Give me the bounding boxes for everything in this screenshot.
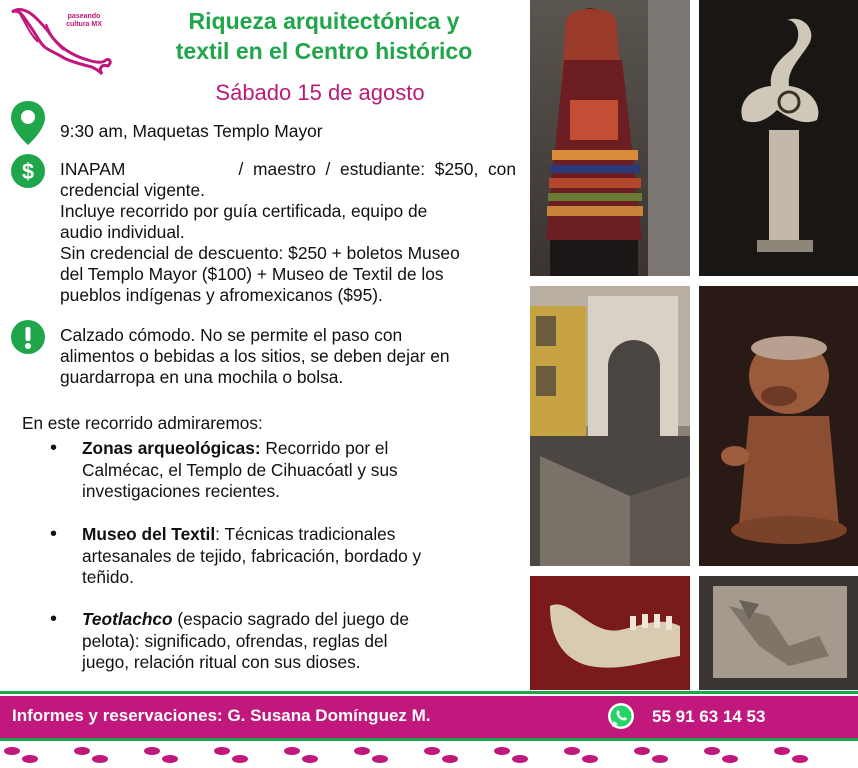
meeting-location: 9:30 am, Maquetas Templo Mayor: [60, 121, 323, 141]
location-pin-icon: [11, 101, 45, 145]
bullet-marker: •: [50, 523, 58, 545]
footprint-icon: [284, 747, 318, 763]
logo-text: paseando cultura MX: [66, 13, 102, 28]
exclamation-icon: [11, 320, 45, 354]
footprint-icon: [704, 747, 738, 763]
page-title: Riqueza arquitectónica y textil en el Centro histórico: [175, 8, 473, 64]
footer-bar: [0, 696, 858, 738]
brand-logo: [6, 4, 126, 79]
footprint-icon: [774, 747, 808, 763]
whatsapp-icon[interactable]: [607, 702, 635, 730]
jawbone-photo: [530, 576, 690, 690]
footprint-icon: [144, 747, 178, 763]
footprint-icon: [4, 747, 38, 763]
textile-dress-photo: [530, 0, 690, 276]
footprint-icon: [634, 747, 668, 763]
footprint-icon: [354, 747, 388, 763]
notice-info: Calzado cómodo. No se permite el paso con alimentos o bebidas a los sitios, se deben dejar en guardarropa en una mochila o bolsa.: [60, 325, 450, 387]
footer-top-rule: [0, 691, 858, 694]
footprints-decoration: [0, 742, 858, 768]
bullet-marker: •: [50, 608, 58, 630]
contact-label: Informes y reservaciones: G. Susana Domínguez M.: [12, 706, 431, 725]
contact-phone[interactable]: 55 91 63 14 53: [652, 707, 766, 726]
highlights-intro: En este recorrido admiraremos:: [22, 413, 263, 433]
footprint-icon: [424, 747, 458, 763]
stone-serpent-photo: [699, 0, 858, 276]
bullet-marker: •: [50, 437, 58, 459]
museum-courtyard-photo: [530, 286, 690, 566]
highlight-item: Teotlachco (espacio sagrado del juego de pelota): significado, ofrendas, reglas del juego, relación ritual con sus dioses.: [82, 609, 409, 672]
footprint-icon: [214, 747, 248, 763]
stone-relief-photo: [699, 576, 858, 690]
footprint-icon: [494, 747, 528, 763]
clay-figure-photo: [699, 286, 858, 566]
svg-text:$: $: [21, 159, 35, 184]
highlight-item: Zonas arqueológicas: Recorrido por el Calmécac, el Templo de Cihuacóatl y sus investigaciones recientes.: [82, 438, 398, 501]
footer-bottom-rule: [0, 738, 858, 741]
footprint-icon: [564, 747, 598, 763]
event-date: Sábado 15 de agosto: [215, 80, 425, 105]
highlight-item: Museo del Textil: Técnicas tradicionales artesanales de tejido, fabricación, bordado y teñido.: [82, 524, 422, 587]
dollar-icon: [11, 154, 45, 188]
footprint-icon: [74, 747, 108, 763]
price-info: INAPAM / maestro / estudiante: $250, con credencial vigente. Incluye recorrido por guía certificada, equipo de audio individual. Sin credencial de descuento: $250 + boletos Museo del Templo Mayor ($100) + Museo de Textil de los pueblos indígenas y afromexicanos ($95).: [60, 159, 516, 305]
